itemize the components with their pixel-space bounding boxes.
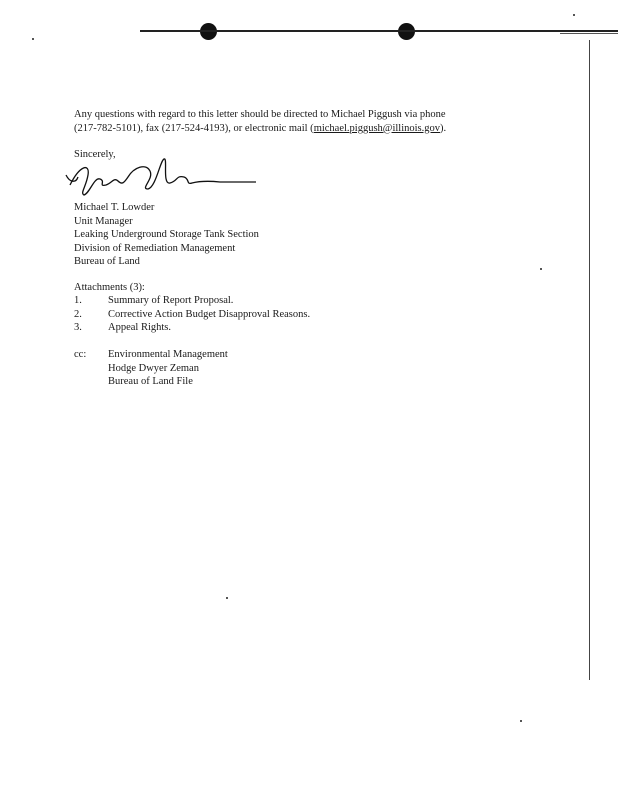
list-item: 1. Summary of Report Proposal. [74, 295, 234, 306]
contact-paragraph [74, 108, 446, 135]
cc-recipients [108, 348, 228, 389]
attachments-list [74, 294, 310, 335]
signatory-section: Leaking Underground Storage Tank Section [74, 229, 259, 240]
signatory-name: Michael T. Lowder [74, 202, 155, 213]
cc-recipient: Bureau of Land File [108, 376, 193, 387]
attachments-heading: Attachments (3): [74, 282, 145, 293]
signature-block [74, 201, 259, 269]
list-item: 2. Corrective Action Budget Disapproval Reasons. [74, 308, 311, 320]
scan-speck [32, 38, 34, 40]
right-scan-edge [589, 40, 590, 680]
signatory-bureau: Bureau of Land [74, 256, 140, 267]
cc-label: cc: [74, 349, 87, 360]
closing: Sincerely, [74, 149, 116, 160]
signatory-division: Division of Remediation Management [74, 242, 236, 254]
contact-line-1: Any questions with regard to this letter should be directed to Michael Piggush via phone [74, 109, 446, 120]
scan-speck [573, 14, 575, 16]
signature [60, 155, 260, 200]
list-item: 3. Appeal Rights. [74, 322, 171, 333]
email-link[interactable]: michael.piggush@illinois.gov [313, 122, 441, 134]
signatory-title: Unit Manager [74, 215, 133, 227]
top-scan-edge [140, 30, 618, 32]
cc-recipient: Environmental Management [108, 349, 228, 360]
scan-speck [520, 720, 522, 722]
scan-speck [226, 597, 228, 599]
contact-line-2: (217-782-5101), fax (217-524-4193), or electronic mail (michael.piggush@illinois.gov). [74, 122, 447, 134]
scan-speck [540, 268, 542, 270]
cc-recipient: Hodge Dwyer Zeman [108, 362, 199, 374]
top-scan-edge-secondary [560, 33, 618, 34]
